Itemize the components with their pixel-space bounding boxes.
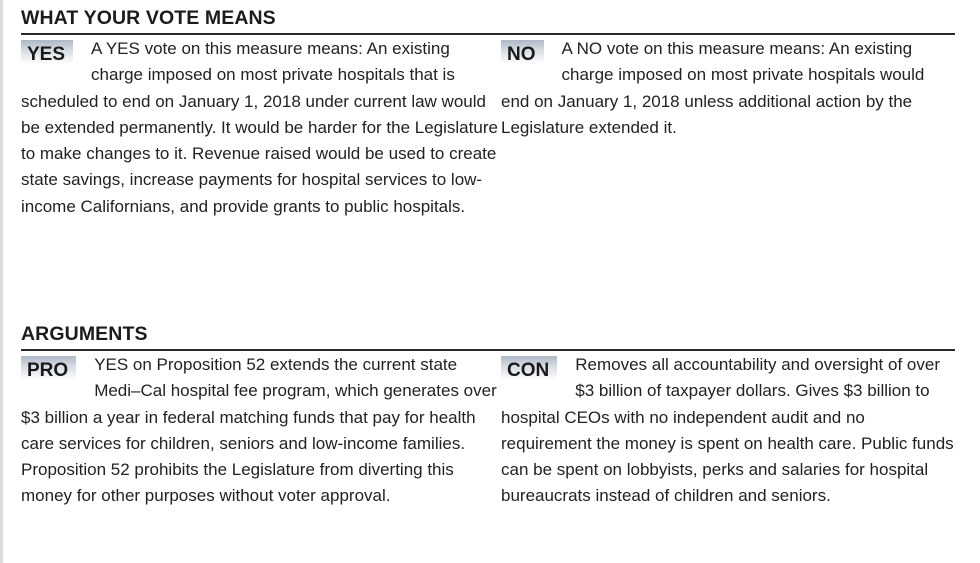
pro-column <box>21 351 501 510</box>
yes-badge: YES <box>21 40 73 64</box>
section-title-arguments: ARGUMENTS <box>21 323 148 345</box>
con-badge: CON <box>501 356 557 380</box>
yes-text: A YES vote on this measure means: An existing charge imposed on most private hospitals that is scheduled to end on January 1, 2018 under current law would be extended permanently. It would be harder for the Legislature to make changes to it. Revenue raised would be used to create state savings, increase payments for hospital services to low-income Californians, and provide grants to public hospitals. <box>21 39 498 216</box>
pro-badge: PRO <box>21 356 76 380</box>
con-entry <box>501 351 955 510</box>
con-text: Removes all accountability and oversight of over $3 billion of taxpayer dollars. Gives $3 billion to hospital CEOs with no independent audit and no requirement the money is spent on health care. Public funds can be spent on lobbyists, perks and salaries for hospital bureaucrats instead of children and seniors. <box>501 355 954 506</box>
arguments-section <box>21 319 955 510</box>
vote-meaning-section <box>21 3 955 220</box>
arguments-columns <box>21 351 955 510</box>
page-left-border <box>0 0 3 563</box>
con-column <box>501 351 955 510</box>
yes-entry <box>21 35 501 220</box>
no-badge: NO <box>501 40 544 64</box>
pro-text: YES on Proposition 52 extends the current state Medi–Cal hospital fee program, which generates over $3 billion a year in federal matching funds that pay for health care services for children, seniors and low-income families. Proposition 52 prohibits the Legislature from diverting this money for other purposes without voter approval. <box>21 355 497 506</box>
no-text: A NO vote on this measure means: An existing charge imposed on most private hospitals would end on January 1, 2018 unless additional action by the Legislature extended it. <box>501 39 925 137</box>
pro-entry <box>21 351 501 510</box>
no-column <box>501 35 955 220</box>
no-entry <box>501 35 955 141</box>
vote-columns <box>21 35 955 220</box>
section-title-vote: WHAT YOUR VOTE MEANS <box>21 7 276 29</box>
yes-column <box>21 35 501 220</box>
